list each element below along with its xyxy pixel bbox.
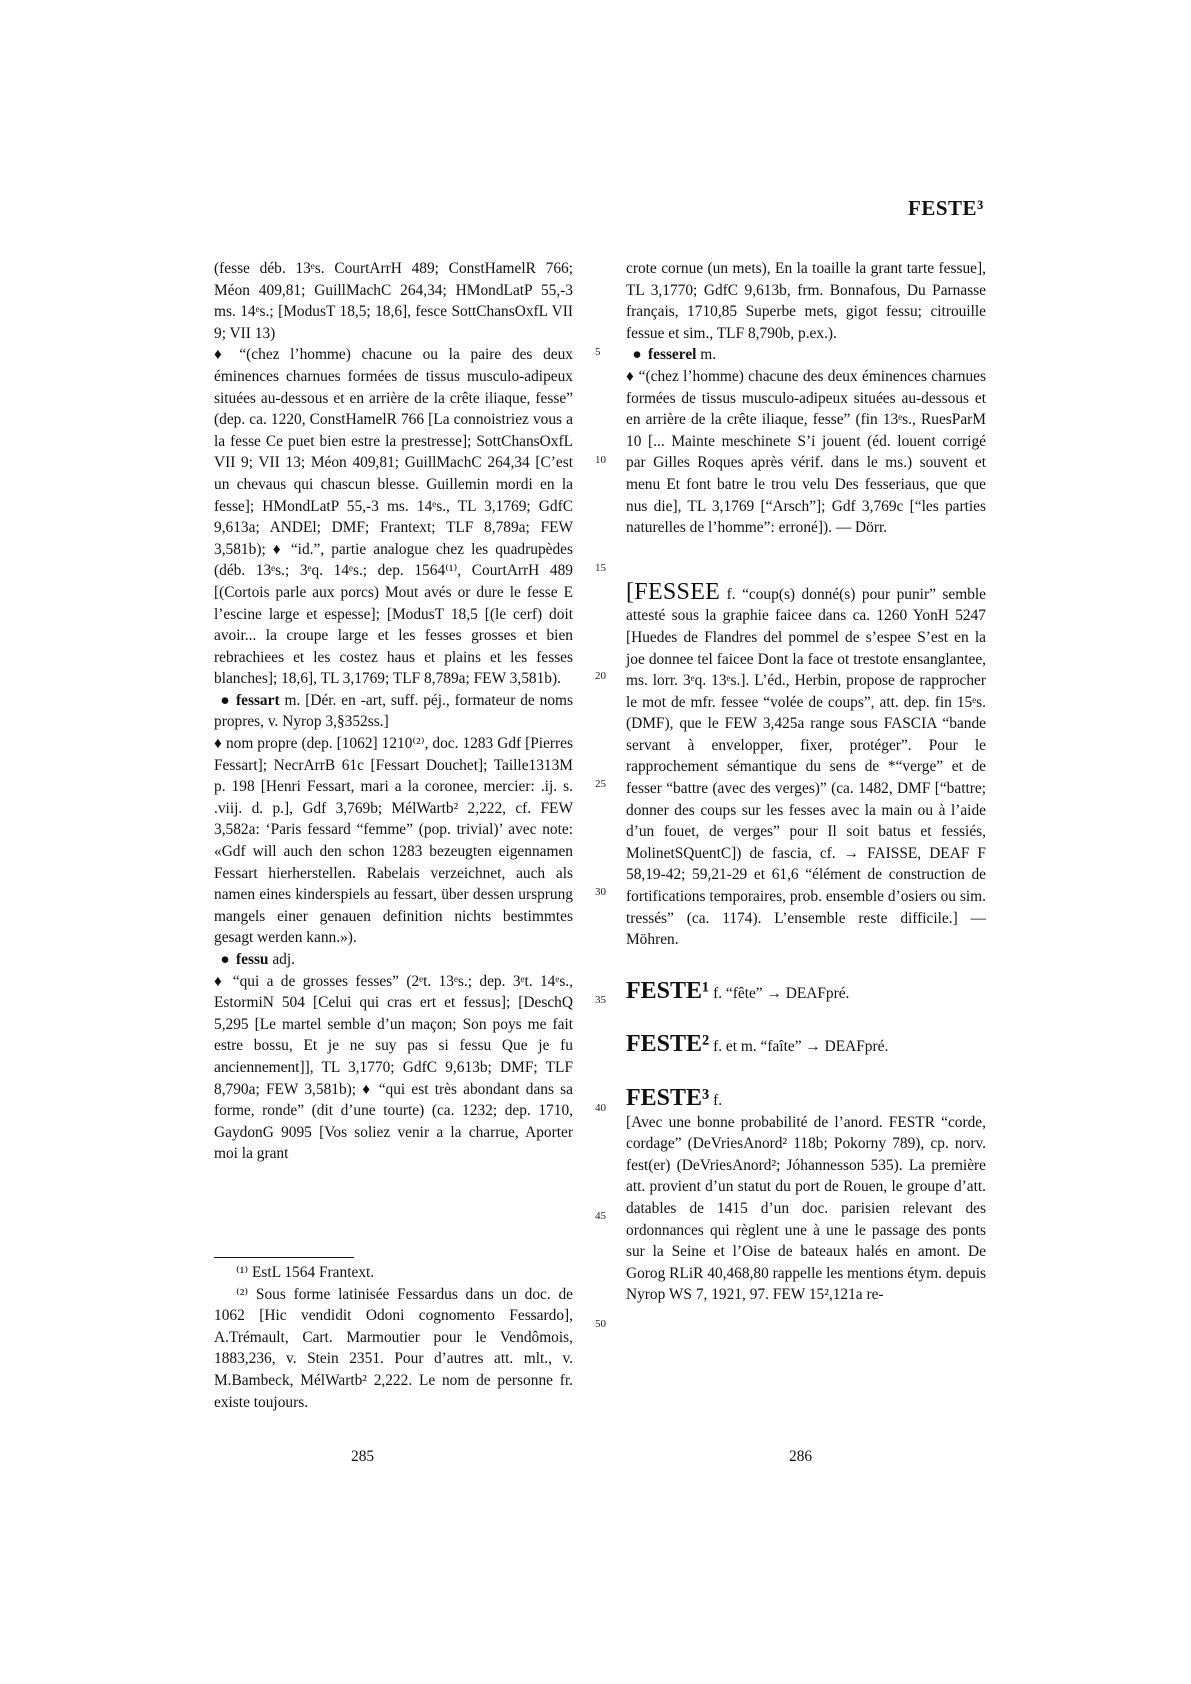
bullet-icon: ● bbox=[220, 951, 230, 968]
footnotes bbox=[214, 1262, 573, 1413]
left-column bbox=[214, 258, 573, 1165]
page-number-right: 286 bbox=[789, 1448, 813, 1465]
footnote-2: ⁽²⁾ Sous forme latinisée Fessardus dans un doc. de 1062 [Hic vendidit Odoni cognomento Fessardo], A.Trémault, Cart. Marmoutier pour le Vendômois, 1883,236, v. Stein 2351. Pour d’autres att. mlt., v. M.Bambeck, MélWartb² 2,222. Le nom de personne fr. existe toujours. bbox=[214, 1285, 573, 1411]
page-number-left: 285 bbox=[351, 1448, 375, 1465]
subentry-text: m. bbox=[696, 346, 717, 364]
entry-lemma: FESTE³ bbox=[626, 1085, 710, 1111]
entry-lemma: FESTE² bbox=[626, 1031, 710, 1058]
line-number: 35 bbox=[595, 994, 606, 1006]
entry-text: f. “coup(s) donné(s) pour punir” semble attesté sous la graphie faicee dans ca. 1260 YonH 5247 [Huedes de Flandres del pommel de s’espee S’est en la joe donnee tel faicee Dont la face ot trestote ensanglantee, ms. lorr. 3ᵉq. 13ᵉs.]. L’éd., Herbin, propose de rapprocher le mot de mfr. fessee “volée de coups”, att. dep. fin 15ᵉs. (DMF), que le FEW 3,425a range sous FASCIA “bande servant à envelopper, fixer, protéger”. Pour le rapprochement sémantique du sens de *“verge” et de fesser “battre (avec des verges)” (ca. 1482, DMF [“battre; donner des coups sur les fesses avec la main ou à l’aide d’un fouet, de verges” pour Il soit batus et fessiés, MolinetSQuentC]) de fascia, cf. → FAISSE, DEAF F 58,19-42; 59,21-29 et 61,6 “élément de construction de fortifications temporaires, prob. ensemble d’osiers ou sim. tressés” (ca. 1174). L’ensemble reste difficile.] — Möhren. bbox=[626, 585, 986, 949]
entry-text: f. bbox=[709, 1092, 723, 1109]
running-title: FESTE³ bbox=[908, 196, 984, 220]
line-number: 25 bbox=[595, 778, 606, 790]
paragraph-fesse-forms: (fesse déb. 13ᵉs. CourtArrH 489; ConstHamelR 766; Méon 409,81; GuillMachC 264,34; HMondLatP 55,-3 ms. 14ᵉs.; [ModusT 18,5; 18,6], fesce SottChansOxfL VII 9; VII 13) bbox=[214, 260, 573, 342]
line-number: 50 bbox=[595, 1318, 606, 1330]
footnote-divider bbox=[214, 1257, 354, 1258]
subentry-text: m. [Dér. en -art, suff. péj., formateur de noms propres, v. Nyrop 3,§352ss.] bbox=[214, 691, 573, 731]
subentry-fessart bbox=[214, 690, 573, 733]
paragraph-fessu-sense: ♦ “qui a de grosses fesses” (2ᵉt. 13ᵉs.; dep. 3ᵉt. 14ᵉs., EstormiN 504 [Celui qui cras ert et fessus]; [DeschQ 5,295 [Le martel semble d’un maçon; Son poys me fait estre bossu, Et je ne suy pas si fessu Que je fu anciennement]], TL 3,1770; GdfC 9,613b; DMF; TLF 8,790a; FEW 3,581b); ♦ “qui est très abondant dans sa forme, ronde” (dit d’une tourte) (ca. 1232; dep. 1710, GaydonG 9095 [Vos soliez venir a la charrue, Aporter moi la grant bbox=[214, 972, 573, 1163]
entry-feste2 bbox=[626, 1031, 986, 1058]
subentry-fesserel bbox=[626, 344, 986, 366]
entry-fessee bbox=[626, 578, 986, 951]
subentry-word: fessart bbox=[236, 691, 280, 709]
entry-text: f. et m. “faîte” → DEAFpré. bbox=[709, 1038, 889, 1056]
subentry-text: adj. bbox=[268, 951, 295, 968]
entry-lemma: [FESSEE bbox=[626, 578, 721, 605]
line-number: 15 bbox=[595, 562, 606, 574]
paragraph-fessart-sense: ♦ nom propre (dep. [1062] 1210⁽²⁾, doc. 1283 Gdf [Pierres Fessart]; NecrArrB 61c [Fessart Douchet]; Taille1313M p. 198 [Henri Fessart, mari a la coronee, mercier: .ij. s. .viij. d. p.], Gdf 3,769b; MélWartb² 2,222, cf. FEW 3,582a: ‘Paris fessard “femme” (pop. trivial)’ avec note: «Gdf will auch den schon 1283 bezeugten eigennamen Fessart hierherstellen. Rabelais verzeichnet, auch als namen eines kinderspiels au fessart, über dessen ursprung mangels einer genauen definition nichts bestimmtes gesagt werden kann.»). bbox=[214, 735, 573, 947]
right-column bbox=[626, 258, 986, 1306]
subentry-word: fessu bbox=[236, 951, 269, 968]
bullet-icon: ● bbox=[220, 691, 230, 709]
paragraph-fessu-cont: crote cornue (un mets), En la toaille la grant tarte fessue], TL 3,1770; GdfC 9,613b, frm. Bonnafous, Du Parnasse français, 1710,85 Superbe mets, gigot fessu; citrouille fessue et sim., TLF 8,790b, p.ex.). bbox=[626, 260, 986, 342]
line-number: 10 bbox=[595, 454, 606, 466]
line-number: 5 bbox=[595, 346, 601, 358]
line-number: 20 bbox=[595, 670, 606, 682]
subentry-word: fesserel bbox=[648, 346, 697, 364]
entry-feste3 bbox=[626, 1085, 986, 1112]
footnote-1: ⁽¹⁾ EstL 1564 Frantext. bbox=[236, 1264, 375, 1281]
line-number: 45 bbox=[595, 1210, 606, 1222]
line-number: 40 bbox=[595, 1102, 606, 1114]
entry-feste1 bbox=[626, 977, 986, 1005]
entry-lemma: FESTE¹ bbox=[626, 977, 710, 1004]
paragraph-fesserel-sense: ♦ “(chez l’homme) chacune des deux éminences charnues formées de tissus musculo-adipeux situées au-dessous et en arrière de la crête iliaque, fesse” (fin 13ᵉs., RuesParM 10 [... Mainte meschinete S’i jouent (éd. louent corrigé par Gilles Roques après vérif. dans le ms.) souvent et menu Et font batre le trou velu Des fesseriaus, que que nus die], TL 3,1769 [“Arsch”]; Gdf 3,769c [“les parties naturelles de l’homme”: erroné]). — Dörr. bbox=[626, 367, 986, 537]
paragraph-fesse-sense: ♦ “(chez l’homme) chacune ou la paire des deux éminences charnues formées de tissus musculo-adipeux situées au-dessous et en arrière de la crête iliaque, fesse” (dep. ca. 1220, ConstHamelR 766 [La connoistriez vous a la fesse Ce puet bien estre la prestresse]; SottChansOxfL VII 9; VII 13; Méon 409,81; GuillMachC 264,34 [C’est un chevaus qui chascun blesse. Guillemin mordi en la fesse]; HMondLatP 55,-3 ms. 14ᵉs., TL 3,1769; GdfC 9,613a; ANDEl; DMF; Frantext; TLF 8,789a; FEW 3,581b); ♦ “id.”, partie analogue chez les quadrupèdes (déb. 13ᵉs.; 3ᵉq. 14ᵉs.; dep. 1564⁽¹⁾, CourtArrH 489 [(Cortois parle aux porcs) Mout avés or dure le fesse E l’escine large et espesse]; [ModusT 18,5 [(le cerf) doit avoir... la croupe large et les fesses grosses et bien rebrachiees et les costez haus et plains et les fesses blanches]; 18,6], TL 3,1769; TLF 8,789a; FEW 3,581b). bbox=[214, 346, 573, 688]
bullet-icon: ● bbox=[632, 346, 642, 364]
subentry-fessu bbox=[214, 949, 573, 971]
entry-text: f. “fête” → DEAFpré. bbox=[709, 984, 850, 1002]
paragraph-feste3-etym: [Avec une bonne probabilité de l’anord. FESTR “corde, cordage” (DeVriesAnord² 118b; Pokorny 789), cp. norv. fest(er) (DeVriesAnord²; Jóhannesson 535). La première att. provient d’un statut du port de Rouen, le groupe d’att. datables de 1415 d’un doc. parisien relevant des ordonnances qui règlent une à une le passage des ponts sur la Seine et l’Oise de bateaux halés en amont. De Gorog RLiR 40,468,80 rappelle les mentions étym. depuis Nyrop WS 7, 1921, 97. FEW 15²,121a re- bbox=[626, 1113, 986, 1304]
line-number: 30 bbox=[595, 886, 606, 898]
